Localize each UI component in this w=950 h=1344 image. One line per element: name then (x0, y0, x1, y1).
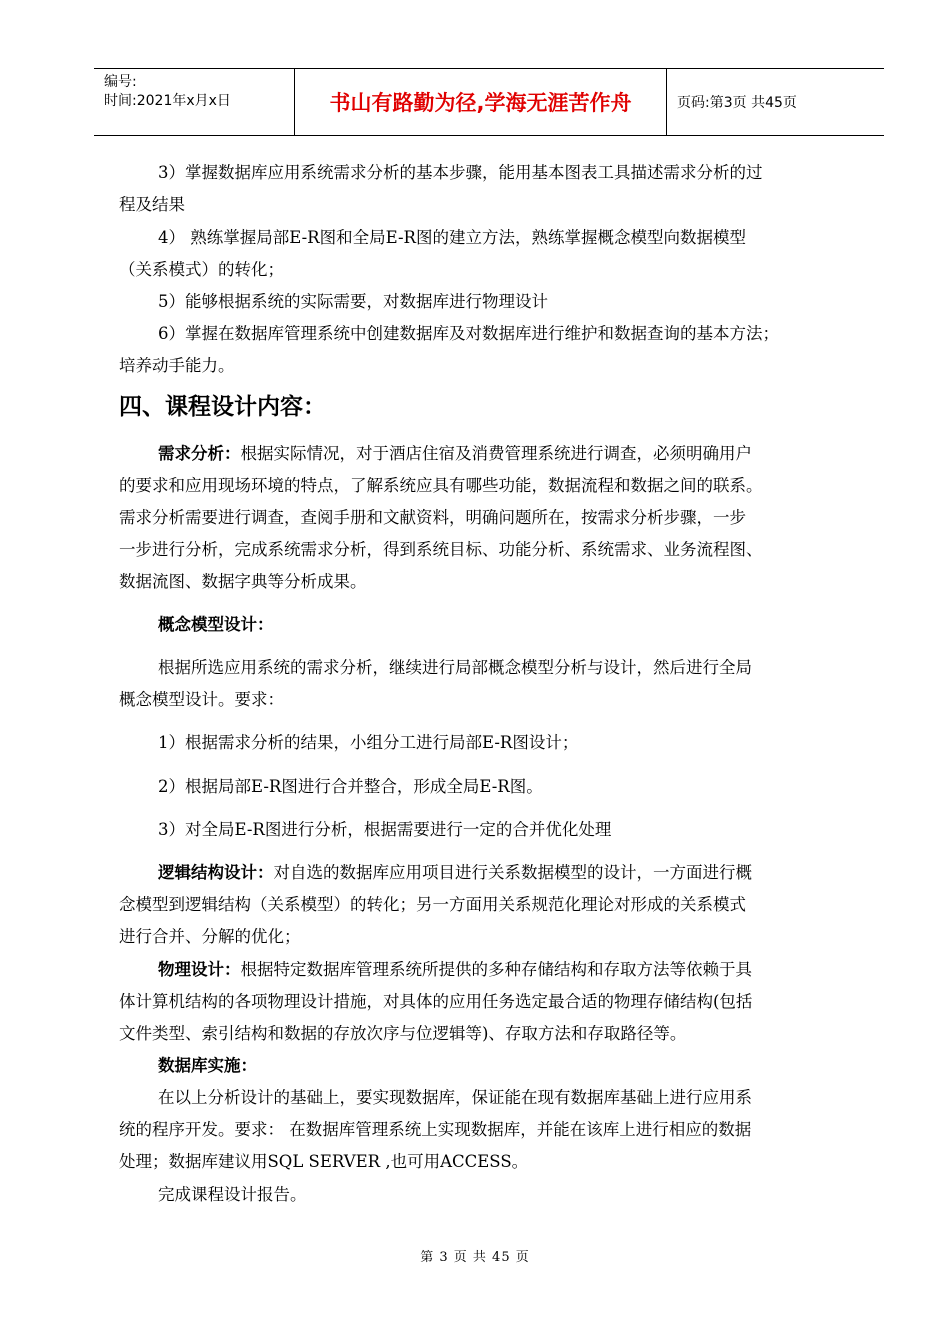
page-footer: 第 3 页 共 45 页 (420, 1250, 530, 1265)
objective-4-line1: 4） 熟练掌握局部E-R图和全局E-R图的建立方法，熟练掌握概念模型向数据模型 (158, 228, 746, 247)
time-label: 时间:2021年x月x日 (104, 93, 231, 109)
conceptual-item-1: 1）根据需求分析的结果，小组分工进行局部E-R图设计； (158, 733, 579, 752)
objective-5-line1: 5）能够根据系统的实际需要，对数据库进行物理设计 (158, 292, 548, 311)
implementation-final: 完成课程设计报告。 (158, 1185, 307, 1204)
logical-label: 逻辑结构设计： (158, 863, 274, 882)
objective-3-line2: 程及结果 (119, 195, 185, 214)
requirements-line4: 一步进行分析，完成系统需求分析，得到系统目标、功能分析、系统需求、业务流程图、 (119, 540, 763, 559)
number-label: 编号: (104, 74, 137, 90)
objective-6-line2: 培养动手能力。 (119, 356, 235, 375)
requirements-line3: 需求分析需要进行调查，查阅手册和文献资料，明确问题所在，按需求分析步骤，一步 (119, 508, 746, 527)
physical-label: 物理设计： (158, 960, 241, 979)
requirements-line1: 需求分析：根据实际情况，对于酒店住宿及消费管理系统进行调查，必须明确用户 (158, 444, 752, 463)
header-meta (94, 69, 295, 135)
section-title: 四、课程设计内容： (119, 394, 326, 420)
header-page-code: 页码:第3页 共45页 (677, 95, 797, 111)
conceptual-item-3: 3）对全局E-R图进行分析，根据需要进行一定的合并优化处理 (158, 820, 612, 839)
objective-3-line1: 3）掌握数据库应用系统需求分析的基本步骤，能用基本图表工具描述需求分析的过 (158, 163, 763, 182)
requirements-label: 需求分析： (158, 444, 241, 463)
objective-4-line2: （关系模式）的转化； (119, 260, 284, 279)
conceptual-intro-line2: 概念模型设计。要求： (119, 690, 284, 709)
logical-line1: 逻辑结构设计：对自选的数据库应用项目进行关系数据模型的设计，一方面进行概 (158, 863, 752, 882)
logical-line2: 念模型到逻辑结构（关系模型）的转化；另一方面用关系规范化理论对形成的关系模式 (119, 895, 746, 914)
physical-line2: 体计算机结构的各项物理设计措施，对具体的应用任务选定最合适的物理存储结构(包括 (119, 992, 753, 1011)
requirements-line2: 的要求和应用现场环境的特点，了解系统应具有哪些功能，数据流程和数据之间的联系。 (119, 476, 763, 495)
physical-line1: 物理设计：根据特定数据库管理系统所提供的多种存储结构和存取方法等依赖于具 (158, 960, 752, 979)
implementation-line3: 处理；数据库建议用SQL SERVER ,也可用ACCESS。 (119, 1152, 529, 1171)
conceptual-label: 概念模型设计： (158, 615, 274, 634)
page-header (94, 68, 884, 136)
physical-line3: 文件类型、索引结构和数据的存放次序与位逻辑等)、存取方法和存取路径等。 (119, 1024, 687, 1043)
header-motto: 书山有路勤为径,学海无涯苦作舟 (295, 69, 667, 135)
implementation-label: 数据库实施： (158, 1056, 257, 1075)
conceptual-intro-line1: 根据所选应用系统的需求分析，继续进行局部概念模型分析与设计，然后进行全局 (158, 658, 752, 677)
implementation-line2: 统的程序开发。要求： 在数据库管理系统上实现数据库，并能在该库上进行相应的数据 (119, 1120, 752, 1139)
requirements-line5: 数据流图、数据字典等分析成果。 (119, 572, 367, 591)
logical-line3: 进行合并、分解的优化； (119, 927, 301, 946)
implementation-line1: 在以上分析设计的基础上，要实现数据库，保证能在现有数据库基础上进行应用系 (158, 1088, 752, 1107)
conceptual-item-2: 2）根据局部E-R图进行合并整合，形成全局E-R图。 (158, 777, 543, 796)
objective-6-line1: 6）掌握在数据库管理系统中创建数据库及对数据库进行维护和数据查询的基本方法； (158, 324, 779, 343)
